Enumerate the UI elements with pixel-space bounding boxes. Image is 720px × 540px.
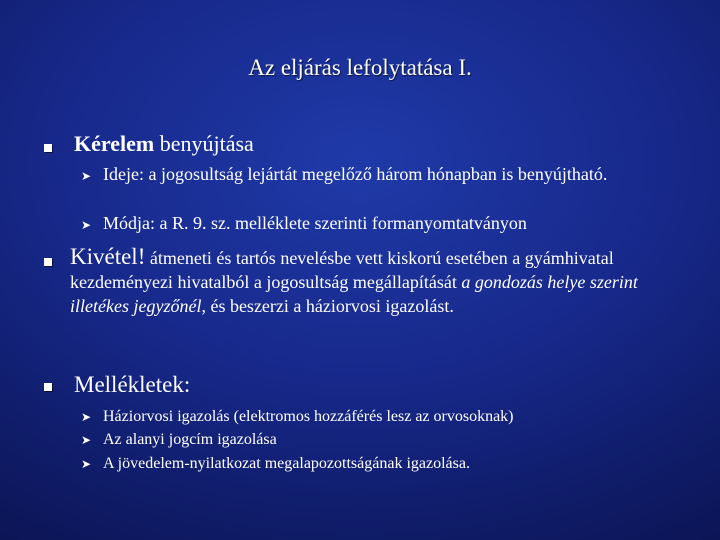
list-item-haziorvosi: Háziorvosi igazolás (elektromos hozzáférés lesz az orvosoknak) <box>103 408 514 425</box>
exception-lead: Kivétel! <box>70 244 146 269</box>
arrow-bullet-icon: ➤ <box>81 457 92 471</box>
exception-text-italic: a gondozás helye szerint illetékes jegyzőnél <box>70 272 638 316</box>
list-item-modja: Módja: a R. 9. sz. melléklete szerinti formanyomtatványon <box>103 213 527 233</box>
square-bullet-icon <box>44 383 52 391</box>
square-bullet-icon <box>44 258 52 266</box>
arrow-bullet-icon: ➤ <box>81 169 92 183</box>
arrow-bullet-icon: ➤ <box>81 433 92 447</box>
list-item-ideje: Ideje: a jogosultság lejártát megelőző három hónapban is benyújtható. <box>103 164 608 184</box>
exception-text-a: átmeneti és tartós nevelésbe vett kiskorú esetében a gyámhivatal kezdeményezi hivatalból a jogosultság megállapítását <box>70 248 614 292</box>
list-item-jovedelem: A jövedelem-nyilatkozat megalapozottságának igazolása. <box>103 455 470 472</box>
heading-bold: Kérelem <box>74 131 155 156</box>
arrow-bullet-icon: ➤ <box>81 410 92 424</box>
exception-paragraph <box>70 245 690 318</box>
list-item-alanyi-jogcim: Az alanyi jogcím igazolása <box>103 431 277 448</box>
arrow-bullet-icon: ➤ <box>81 218 92 232</box>
slide-title: Az eljárás lefolytatása I. <box>248 55 472 80</box>
section-heading-kerelem <box>74 131 254 157</box>
square-bullet-icon <box>44 144 52 152</box>
exception-text-b: , és beszerzi a háziorvosi igazolást. <box>201 296 454 316</box>
section-heading-mellekletek: Mellékletek: <box>74 372 191 397</box>
heading-rest: benyújtása <box>154 131 254 156</box>
